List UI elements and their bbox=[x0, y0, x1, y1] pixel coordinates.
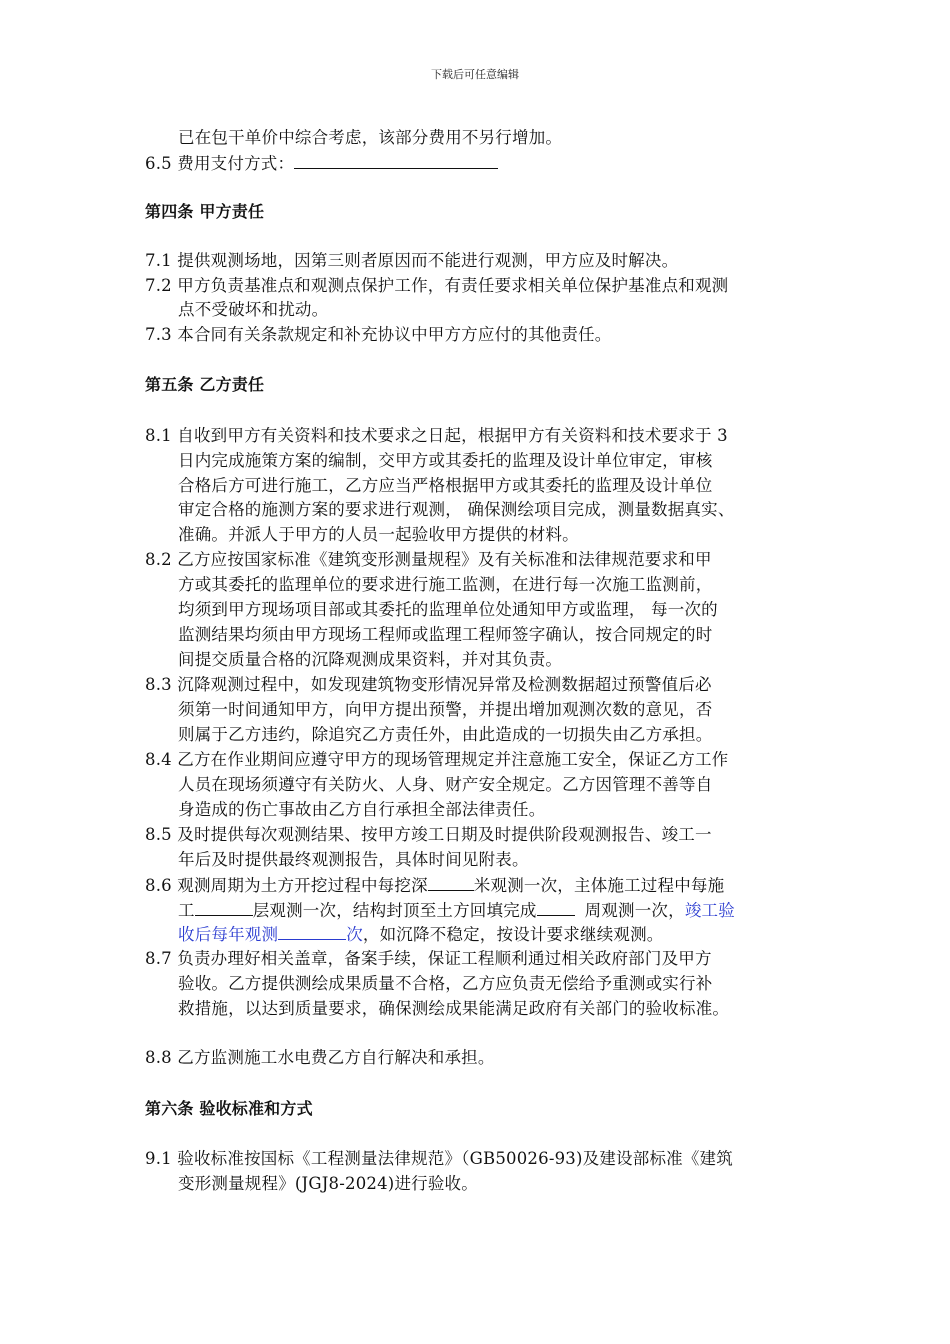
clause-8-7: 8.7 负责办理好相关盖章，备案手续，保证工程顺利通过相关政府部门及甲方 bbox=[145, 949, 712, 968]
clause-7-2-cont: 点不受破坏和扰动。 bbox=[178, 300, 329, 319]
clause-8-2: 8.2 乙方应按国家标准《建筑变形测量规程》及有关标准和法律规范要求和甲 bbox=[145, 550, 712, 569]
clause-9-1: 9.1 验收标准按国标《工程测量法律规范》（GB50026-93)及建设部标准《建筑 bbox=[145, 1149, 733, 1168]
clause-8-7-cont: 救措施，以达到质量要求，确保测绘成果能满足政府有关部门的验收标准。 bbox=[178, 999, 730, 1018]
week-interval-blank[interactable] bbox=[537, 898, 575, 916]
page-header: 下载后可任意编辑 bbox=[431, 68, 519, 81]
clause-8-8: 8.8 乙方监测施工水电费乙方自行解决和承担。 bbox=[145, 1048, 495, 1067]
clause-text-blue: 次 bbox=[346, 925, 363, 944]
clause-8-2-cont: 间提交质量合格的沉降观测成果资料，并对其负责。 bbox=[178, 650, 563, 669]
clause-8-1-cont: 日内完成施策方案的编制，交甲方或其委托的监理及设计单位审定，审核 bbox=[178, 451, 713, 470]
clause-8-6 bbox=[145, 873, 724, 898]
clause-9-1-cont: 变形测量规程》(JGJ8-2024)进行验收。 bbox=[178, 1174, 478, 1193]
clause-text-blue: 收后每年观测 bbox=[178, 925, 279, 944]
clause-8-2-cont: 方或其委托的监理单位的要求进行施工监测，在进行每一次施工监测前， bbox=[178, 575, 713, 594]
clause-8-5-cont: 年后及时提供最终观测报告，具体时间见附表。 bbox=[178, 850, 529, 869]
clause-8-1: 8.1 自收到甲方有关资料和技术要求之日起，根据甲方有关资料和技术要求于 3 bbox=[145, 426, 728, 445]
clause-7-3: 7.3 本合同有关条款规定和补充协议中甲方方应付的其他责任。 bbox=[145, 325, 612, 344]
clause-8-6-cont bbox=[178, 922, 664, 947]
excavation-depth-blank[interactable] bbox=[428, 873, 474, 891]
payment-method-blank[interactable] bbox=[294, 151, 498, 169]
article-5-heading: 第五条 乙方责任 bbox=[145, 375, 265, 394]
floor-interval-blank[interactable] bbox=[195, 898, 253, 916]
clause-8-3-cont: 须第一时间通知甲方，向甲方提出预警，并提出增加观测次数的意见，否 bbox=[178, 700, 713, 719]
clause-8-4-cont: 身造成的伤亡事故由乙方自行承担全部法律责任。 bbox=[178, 800, 546, 819]
clause-8-3-cont: 则属于乙方违约，除追究乙方责任外，由此造成的一切损失由乙方承担。 bbox=[178, 725, 713, 744]
clause-8-4: 8.4 乙方在作业期间应遵守甲方的现场管理规定并注意施工安全，保证乙方工作 bbox=[145, 750, 729, 769]
clause-7-2: 7.2 甲方负责基准点和观测点保护工作，有责任要求相关单位保护基准点和观测 bbox=[145, 276, 729, 295]
clause-text: 6.5 费用支付方式： bbox=[145, 154, 295, 173]
clause-8-1-cont: 准确。并派人于甲方的人员一起验收甲方提供的材料。 bbox=[178, 525, 579, 544]
clause-text: 周观测一次， bbox=[584, 901, 685, 920]
clause-7-1: 7.1 提供观测场地，因第三则者原因而不能进行观测，甲方应及时解决。 bbox=[145, 251, 679, 270]
annual-count-blank[interactable] bbox=[278, 922, 346, 940]
clause-8-4-cont: 人员在现场须遵守有关防火、人身、财产安全规定。乙方因管理不善等自 bbox=[178, 775, 713, 794]
clause-8-1-cont: 合格后方可进行施工，乙方应当严格根据甲方或其委托的监理及设计单位 bbox=[178, 476, 713, 495]
paragraph-line: 已在包干单价中综合考虑，该部分费用不另行增加。 bbox=[178, 128, 563, 147]
clause-8-3: 8.3 沉降观测过程中，如发现建筑物变形情况异常及检测数据超过预警值后必 bbox=[145, 675, 712, 694]
clause-8-6-cont bbox=[178, 898, 735, 923]
clause-8-5: 8.5 及时提供每次观测结果、按甲方竣工日期及时提供阶段观测报告、竣工一 bbox=[145, 825, 712, 844]
clause-8-1-cont: 审定合格的施测方案的要求进行观测， 确保测绘项目完成，测量数据真实、 bbox=[178, 500, 735, 519]
clause-8-2-cont: 均须到甲方现场项目部或其委托的监理单位处通知甲方或监理， 每一次的 bbox=[178, 600, 718, 619]
clause-6-5 bbox=[145, 151, 498, 176]
clause-text: 层观测一次，结构封顶至土方回填完成 bbox=[252, 901, 537, 920]
article-4-heading: 第四条 甲方责任 bbox=[145, 202, 265, 221]
clause-text: ，如沉降不稳定，按设计要求继续观测。 bbox=[362, 925, 664, 944]
article-6-heading: 第六条 验收标准和方式 bbox=[145, 1099, 313, 1118]
clause-text-blue: 竣工验 bbox=[684, 901, 735, 920]
clause-text: 米观测一次，主体施工过程中每施 bbox=[473, 876, 725, 895]
clause-text: 工 bbox=[178, 901, 195, 920]
clause-text: 8.6 观测周期为土方开挖过程中每挖深 bbox=[145, 876, 428, 895]
clause-8-2-cont: 监测结果均须由甲方现场工程师或监理工程师签字确认，按合同规定的时 bbox=[178, 625, 713, 644]
clause-8-7-cont: 验收。乙方提供测绘成果质量不合格，乙方应负责无偿给予重测或实行补 bbox=[178, 974, 713, 993]
